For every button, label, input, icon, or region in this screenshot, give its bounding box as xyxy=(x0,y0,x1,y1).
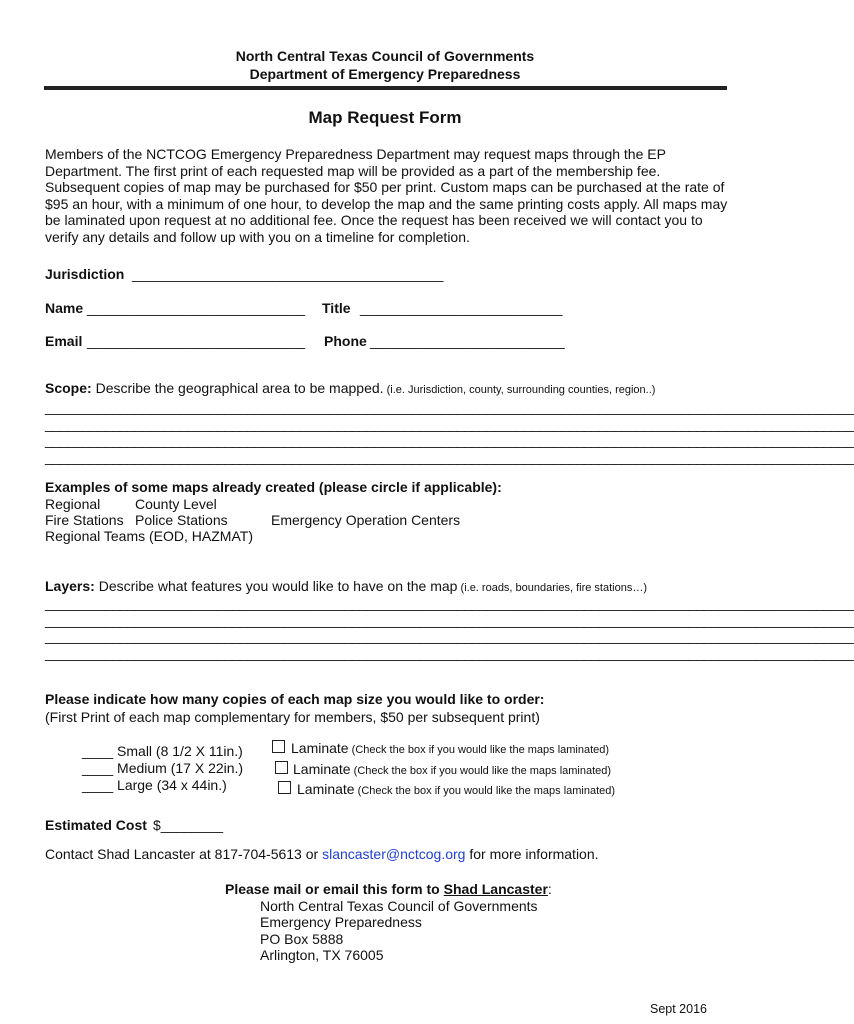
example-police-stations[interactable]: Police Stations xyxy=(135,512,228,528)
scope-answer-line[interactable]: ____________________________________________________________________________________________________________ xyxy=(45,399,854,415)
size-small-field[interactable]: ____ Small (8 1/2 X 11in.) xyxy=(82,743,243,759)
layers-answer-area[interactable] xyxy=(45,595,854,661)
laminate-medium-checkbox[interactable] xyxy=(275,761,288,774)
intro-line: Subsequent copies of map may be purchased for $50 per print. Custom maps can be purchased at the rate of xyxy=(45,179,725,195)
laminate-large-text xyxy=(297,781,615,797)
address-line-3: PO Box 5888 xyxy=(260,931,344,947)
layers-hint: (i.e. roads, boundaries, fire stations…) xyxy=(457,582,647,594)
address-line-4: Arlington, TX 76005 xyxy=(260,947,384,963)
scope-text: Describe the geographical area to be mapped. xyxy=(91,380,384,396)
phone-field[interactable]: _________________________ xyxy=(370,333,565,349)
size-large-field[interactable]: ____ Large (34 x 44in.) xyxy=(82,777,227,793)
examples-heading: Examples of some maps already created (please circle if applicable): xyxy=(45,479,502,495)
laminate-label: Laminate xyxy=(293,761,351,777)
example-eoc[interactable]: Emergency Operation Centers xyxy=(271,512,461,528)
laminate-hint: (Check the box if you would like the maps laminated) xyxy=(354,785,616,797)
title-field[interactable]: __________________________ xyxy=(360,300,563,316)
example-fire-stations[interactable]: Fire Stations xyxy=(45,512,124,528)
header-divider xyxy=(44,86,727,90)
email-label: Email xyxy=(45,333,83,349)
laminate-hint: (Check the box if you would like the maps laminated) xyxy=(348,744,610,756)
laminate-medium-text xyxy=(293,761,611,777)
contact-email-link[interactable]: slancaster@nctcog.org xyxy=(322,846,466,862)
address-line-2: Emergency Preparedness xyxy=(260,914,422,930)
laminate-hint: (Check the box if you would like the maps laminated) xyxy=(350,765,612,777)
layers-answer-line[interactable]: ____________________________________________________________________________________________________________ xyxy=(45,628,854,644)
scope-answer-area[interactable] xyxy=(45,399,854,465)
mail-colon: : xyxy=(547,881,552,897)
intro-line: Department. The first print of each requested map will be provided as a part of the membership fee. xyxy=(45,162,661,179)
name-label: Name xyxy=(45,300,84,316)
scope-answer-line[interactable]: ____________________________________________________________________________________________________________ xyxy=(45,448,854,465)
mail-heading xyxy=(225,881,552,897)
estimated-cost-field[interactable]: $________ xyxy=(153,817,224,833)
laminate-small-text xyxy=(291,740,609,756)
mail-recipient: Shad Lancaster xyxy=(443,881,548,897)
scope-hint: (i.e. Jurisdiction, county, surrounding counties, region..) xyxy=(383,384,656,396)
address-line-1: North Central Texas Council of Governments xyxy=(260,898,538,914)
page-title: Map Request Form xyxy=(308,108,462,127)
laminate-large-checkbox[interactable] xyxy=(278,781,291,794)
intro-line: verify any details and follow up with you on a timeline for completion. xyxy=(45,228,470,245)
contact-text: Contact Shad Lancaster at 817-704-5613 or xyxy=(45,846,323,862)
footer-date: Sept 2016 xyxy=(650,1002,707,1016)
phone-label: Phone xyxy=(324,333,367,349)
estimated-cost-label: Estimated Cost xyxy=(45,817,147,833)
size-medium-field[interactable]: ____ Medium (17 X 22in.) xyxy=(82,760,244,776)
scope-prompt xyxy=(45,380,655,396)
contact-text-end: for more information. xyxy=(465,846,599,862)
intro-paragraph xyxy=(45,146,728,245)
mail-heading-text: Please mail or email this form to xyxy=(225,881,444,897)
header-org: North Central Texas Council of Governments xyxy=(235,48,535,64)
layers-answer-line[interactable]: ____________________________________________________________________________________________________________ xyxy=(45,595,854,611)
intro-line: Members of the NCTCOG Emergency Preparedness Department may request maps through the EP xyxy=(45,146,666,162)
intro-line: be laminated upon request at no additional fee. Once the request has been received we will contact you to xyxy=(45,212,703,228)
layers-prompt xyxy=(45,578,647,594)
layers-text: Describe what features you would like to have on the map xyxy=(94,578,458,594)
layers-label: Layers: xyxy=(45,578,95,594)
scope-answer-line[interactable]: ____________________________________________________________________________________________________________ xyxy=(45,432,854,448)
title-label: Title xyxy=(322,300,351,316)
intro-line: $95 an hour, with a minimum of one hour, to develop the map and the same printing costs apply. All maps may xyxy=(45,195,728,212)
jurisdiction-label: Jurisdiction xyxy=(45,266,125,282)
contact-line xyxy=(45,846,599,862)
scope-label: Scope: xyxy=(45,380,92,396)
email-field[interactable]: ____________________________ xyxy=(87,333,306,349)
layers-answer-line[interactable]: ____________________________________________________________________________________________________________ xyxy=(45,644,854,661)
jurisdiction-field[interactable]: ________________________________________ xyxy=(132,266,444,282)
scope-answer-line[interactable]: ____________________________________________________________________________________________________________ xyxy=(45,415,854,432)
copies-subheading: (First Print of each map complementary for members, $50 per subsequent print) xyxy=(45,709,540,725)
laminate-label: Laminate xyxy=(297,781,355,797)
example-regional[interactable]: Regional xyxy=(45,496,101,512)
copies-heading: Please indicate how many copies of each map size you would like to order: xyxy=(45,691,545,707)
header-dept: Department of Emergency Preparedness xyxy=(249,66,521,82)
example-regional-teams[interactable]: Regional Teams (EOD, HAZMAT) xyxy=(45,528,253,544)
example-county-level[interactable]: County Level xyxy=(135,496,217,512)
laminate-label: Laminate xyxy=(291,740,349,756)
name-field[interactable]: ____________________________ xyxy=(87,300,306,316)
laminate-small-checkbox[interactable] xyxy=(272,740,285,753)
layers-answer-line[interactable]: ____________________________________________________________________________________________________________ xyxy=(45,611,854,628)
